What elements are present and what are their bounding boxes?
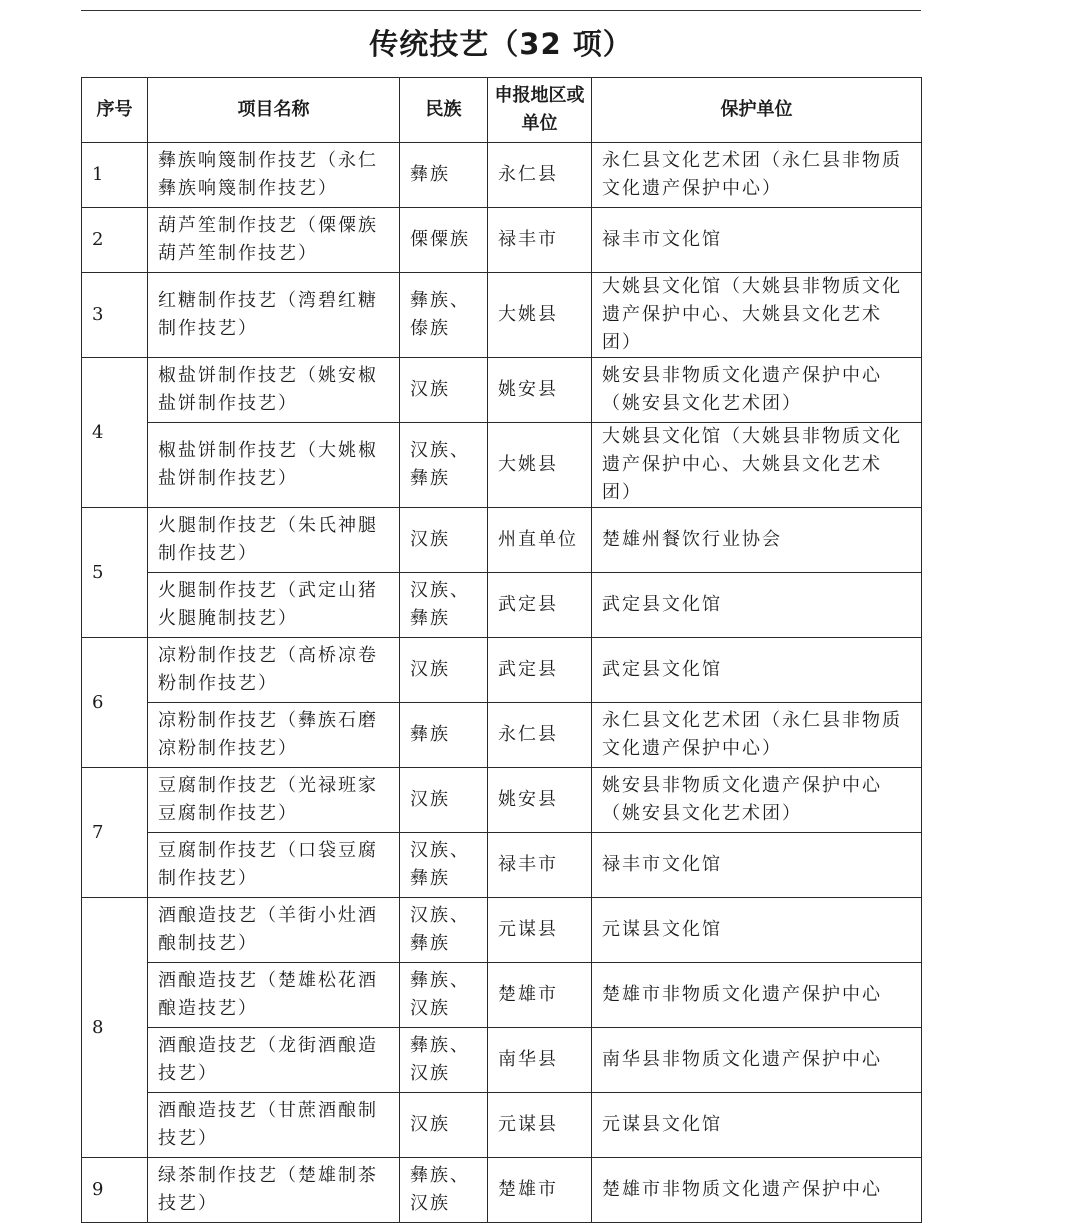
cell-ethnic-group: 彝族: [400, 143, 488, 208]
cell-project-name: 豆腐制作技艺（口袋豆腐制作技艺）: [148, 833, 400, 898]
cell-serial-number: 5: [82, 508, 148, 638]
cell-protection-unit: 武定县文化馆: [592, 573, 922, 638]
cell-ethnic-group: 汉族、彝族: [400, 573, 488, 638]
cell-ethnic-group: 彝族、傣族: [400, 273, 488, 358]
cell-project-name: 凉粉制作技艺（彝族石磨凉粉制作技艺）: [148, 703, 400, 768]
cell-protection-unit: 大姚县文化馆（大姚县非物质文化遗产保护中心、大姚县文化艺术团）: [592, 423, 922, 508]
cell-project-name: 酒酿造技艺（楚雄松花酒酿造技艺）: [148, 963, 400, 1028]
cell-serial-number: 1: [82, 143, 148, 208]
cell-ethnic-group: 汉族、彝族: [400, 898, 488, 963]
cell-project-name: 绿茶制作技艺（楚雄制茶技艺）: [148, 1158, 400, 1223]
cell-project-name: 红糖制作技艺（湾碧红糖制作技艺）: [148, 273, 400, 358]
cell-region: 元谋县: [488, 898, 592, 963]
cell-project-name: 凉粉制作技艺（高桥凉卷粉制作技艺）: [148, 638, 400, 703]
cell-protection-unit: 楚雄州餐饮行业协会: [592, 508, 922, 573]
header-no: 序号: [82, 78, 148, 143]
table-row: [82, 143, 922, 208]
cell-region: 楚雄市: [488, 1158, 592, 1223]
cell-serial-number: 7: [82, 768, 148, 898]
table-row: [82, 963, 922, 1028]
cell-ethnic-group: 彝族、汉族: [400, 1158, 488, 1223]
cell-ethnic-group: 汉族: [400, 358, 488, 423]
cell-protection-unit: 楚雄市非物质文化遗产保护中心: [592, 963, 922, 1028]
cell-project-name: 酒酿造技艺（甘蔗酒酿制技艺）: [148, 1093, 400, 1158]
cell-protection-unit: 永仁县文化艺术团（永仁县非物质文化遗产保护中心）: [592, 703, 922, 768]
cell-project-name: 酒酿造技艺（羊街小灶酒酿制技艺）: [148, 898, 400, 963]
table-row: [82, 898, 922, 963]
cell-protection-unit: 姚安县非物质文化遗产保护中心（姚安县文化艺术团）: [592, 358, 922, 423]
cell-region: 禄丰市: [488, 208, 592, 273]
cell-serial-number: 2: [82, 208, 148, 273]
cell-region: 武定县: [488, 638, 592, 703]
cell-region: 州直单位: [488, 508, 592, 573]
top-rule: [81, 10, 921, 11]
header-unit: 保护单位: [592, 78, 922, 143]
cell-region: 楚雄市: [488, 963, 592, 1028]
table-row: [82, 423, 922, 508]
table-row: [82, 1093, 922, 1158]
document-title: 传统技艺（32 项）: [369, 27, 633, 61]
heritage-table: [81, 77, 922, 1223]
cell-project-name: 彝族响篾制作技艺（永仁彝族响篾制作技艺）: [148, 143, 400, 208]
cell-serial-number: 4: [82, 358, 148, 508]
cell-protection-unit: 元谋县文化馆: [592, 898, 922, 963]
cell-ethnic-group: 汉族: [400, 768, 488, 833]
header-ethnic: 民族: [400, 78, 488, 143]
table-row: [82, 508, 922, 573]
cell-protection-unit: 武定县文化馆: [592, 638, 922, 703]
cell-protection-unit: 楚雄市非物质文化遗产保护中心: [592, 1158, 922, 1223]
cell-region: 永仁县: [488, 143, 592, 208]
cell-project-name: 火腿制作技艺（朱氏神腿制作技艺）: [148, 508, 400, 573]
cell-region: 武定县: [488, 573, 592, 638]
cell-protection-unit: 元谋县文化馆: [592, 1093, 922, 1158]
cell-serial-number: 9: [82, 1158, 148, 1223]
cell-serial-number: 3: [82, 273, 148, 358]
cell-protection-unit: 禄丰市文化馆: [592, 833, 922, 898]
table-row: [82, 833, 922, 898]
cell-region: 禄丰市: [488, 833, 592, 898]
table-row: [82, 703, 922, 768]
cell-protection-unit: 大姚县文化馆（大姚县非物质文化遗产保护中心、大姚县文化艺术团）: [592, 273, 922, 358]
cell-ethnic-group: 彝族: [400, 703, 488, 768]
table-row: [82, 273, 922, 358]
header-row: [82, 78, 922, 143]
cell-region: 大姚县: [488, 273, 592, 358]
table-body: [82, 143, 922, 1223]
cell-region: 大姚县: [488, 423, 592, 508]
cell-region: 南华县: [488, 1028, 592, 1093]
cell-ethnic-group: 彝族、汉族: [400, 1028, 488, 1093]
cell-ethnic-group: 汉族: [400, 638, 488, 703]
cell-ethnic-group: 彝族、汉族: [400, 963, 488, 1028]
cell-ethnic-group: 汉族、彝族: [400, 423, 488, 508]
table-row: [82, 1158, 922, 1223]
cell-project-name: 火腿制作技艺（武定山猪火腿腌制技艺）: [148, 573, 400, 638]
cell-region: 元谋县: [488, 1093, 592, 1158]
cell-protection-unit: 姚安县非物质文化遗产保护中心（姚安县文化艺术团）: [592, 768, 922, 833]
table-row: [82, 768, 922, 833]
header-region: 申报地区或单位: [488, 78, 592, 143]
header-name: 项目名称: [148, 78, 400, 143]
table-row: [82, 208, 922, 273]
table-row: [82, 638, 922, 703]
cell-serial-number: 6: [82, 638, 148, 768]
cell-project-name: 豆腐制作技艺（光禄班家豆腐制作技艺）: [148, 768, 400, 833]
cell-ethnic-group: 汉族: [400, 1093, 488, 1158]
cell-region: 姚安县: [488, 358, 592, 423]
table-row: [82, 358, 922, 423]
cell-protection-unit: 永仁县文化艺术团（永仁县非物质文化遗产保护中心）: [592, 143, 922, 208]
cell-ethnic-group: 傈僳族: [400, 208, 488, 273]
table-row: [82, 573, 922, 638]
cell-project-name: 椒盐饼制作技艺（姚安椒盐饼制作技艺）: [148, 358, 400, 423]
cell-serial-number: 8: [82, 898, 148, 1158]
cell-project-name: 椒盐饼制作技艺（大姚椒盐饼制作技艺）: [148, 423, 400, 508]
cell-ethnic-group: 汉族: [400, 508, 488, 573]
table-row: [82, 1028, 922, 1093]
cell-project-name: 酒酿造技艺（龙街酒酿造技艺）: [148, 1028, 400, 1093]
cell-ethnic-group: 汉族、彝族: [400, 833, 488, 898]
cell-protection-unit: 南华县非物质文化遗产保护中心: [592, 1028, 922, 1093]
cell-project-name: 葫芦笙制作技艺（傈僳族葫芦笙制作技艺）: [148, 208, 400, 273]
cell-region: 姚安县: [488, 768, 592, 833]
cell-protection-unit: 禄丰市文化馆: [592, 208, 922, 273]
cell-region: 永仁县: [488, 703, 592, 768]
